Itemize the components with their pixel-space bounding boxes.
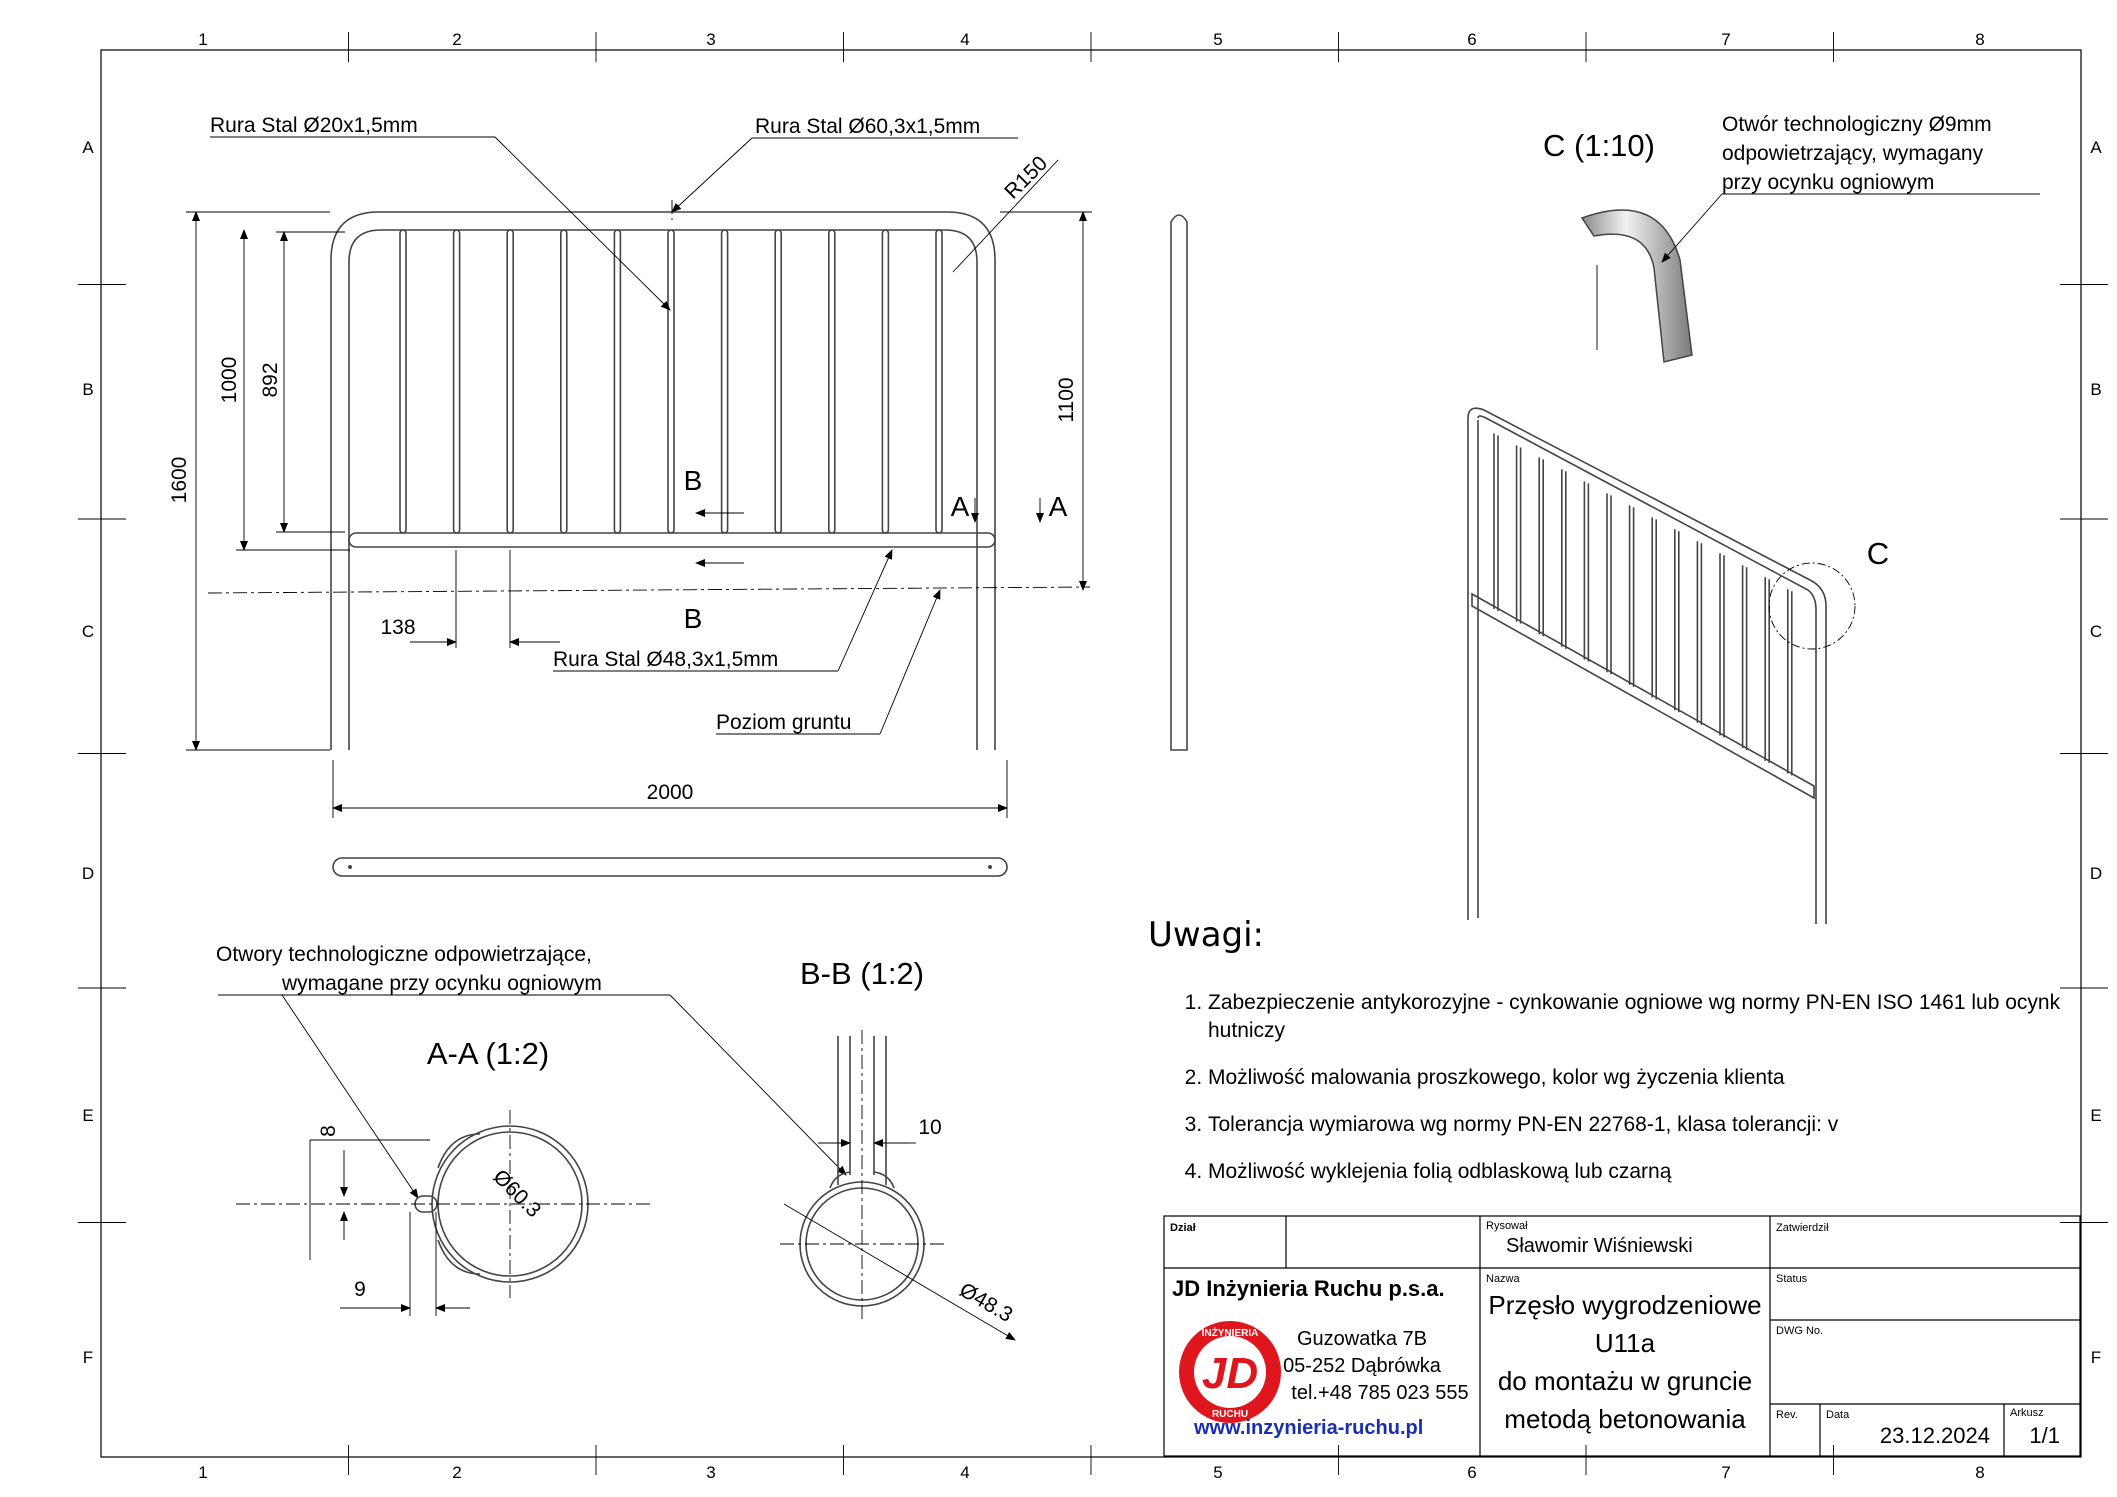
col-label: 2 (452, 30, 462, 49)
tb-sheet: 1/1 (2029, 1423, 2060, 1448)
dim-8: 8 (317, 1125, 340, 1137)
tb-label-dzial: Dział (1170, 1222, 1196, 1234)
drawing-frame (78, 32, 2108, 1475)
col-label: 4 (960, 1463, 970, 1482)
row-label: C (81, 622, 95, 641)
section-aa-note-2: wymagane przy ocynku ogniowym (282, 972, 602, 995)
tb-phone: tel.+48 785 023 555 (1291, 1382, 1469, 1404)
row-label: E (2090, 1106, 2102, 1125)
dim-1600: 1600 (168, 456, 191, 504)
logo-ring-top: INŻYNIERIA (1201, 1328, 1259, 1339)
note-item: 1. Zabezpieczenie antykorozyjne - cynkowanie ogniowe wg normy PN-EN ISO 1461 lub ocynk hutniczy (1208, 989, 2068, 1045)
dim-2000: 2000 (646, 781, 694, 804)
row-label: B (82, 380, 94, 399)
row-label: A (2090, 138, 2102, 157)
vertical-bar (882, 230, 888, 533)
detail-c-note-3: przy ocynku ogniowym (1722, 171, 1935, 194)
section-bb-title: B-B (1:2) (799, 956, 925, 991)
detail-c (1543, 113, 2040, 362)
vertical-bars (400, 230, 942, 533)
tb-label-rev: Rev. (1776, 1409, 1798, 1421)
vertical-bar (775, 230, 781, 533)
section-bb (780, 956, 1017, 1340)
row-label: F (2090, 1348, 2102, 1367)
row-label: B (2090, 380, 2102, 399)
vertical-bar (722, 230, 728, 533)
tb-drawn-by: Sławomir Wiśniewski (1506, 1235, 1693, 1257)
col-label: 2 (452, 1463, 462, 1482)
tb-name-3: do montażu w gruncie (1497, 1366, 1753, 1396)
dim-dia-60: Ø60.3 (488, 1165, 546, 1222)
section-aa (216, 943, 846, 1316)
company-logo (1179, 1321, 1281, 1423)
tb-name-2: U11a (1594, 1328, 1656, 1358)
row-label: F (82, 1348, 94, 1367)
notes-list (1148, 989, 2068, 1186)
detail-c-title: C (1:10) (1543, 128, 1655, 163)
tb-address-2: 05-252 Dąbrówka (1283, 1355, 1441, 1377)
col-label: 5 (1213, 30, 1223, 49)
section-mark-b-top: B (683, 465, 703, 496)
section-mark-a-left: A (950, 491, 970, 522)
label-pipe-20: Rura Stal Ø20x1,5mm (210, 114, 418, 137)
row-label: A (82, 138, 94, 157)
note-item: 3. Tolerancja wymiarowa wg normy PN-EN 22768-1, klasa tolerancji: v (1208, 1111, 2068, 1139)
tb-name-4: metodą betonowania (1504, 1404, 1746, 1434)
row-label: E (82, 1106, 94, 1125)
tb-label-rysowal: Rysował (1486, 1220, 1528, 1232)
dim-10: 10 (918, 1116, 942, 1139)
vertical-bar (668, 230, 674, 533)
isometric-view (1468, 408, 1889, 924)
detail-c-note-1: Otwór technologiczny Ø9mm (1722, 113, 1992, 136)
vertical-bar (614, 230, 620, 533)
col-label: 1 (198, 30, 208, 49)
vertical-bar (400, 230, 406, 533)
tb-address-1: Guzowatka 7B (1296, 1328, 1428, 1350)
row-label: D (2089, 864, 2103, 883)
tb-date: 23.12.2024 (1879, 1423, 1990, 1448)
dim-138: 138 (380, 616, 416, 639)
isometric-bars (1494, 433, 1792, 775)
col-label: 4 (960, 30, 970, 49)
tb-name-1: Przęsło wygrodzeniowe (1488, 1290, 1762, 1320)
vertical-bar (829, 230, 835, 533)
tb-label-arkusz: Arkusz (2010, 1407, 2044, 1419)
dim-1100: 1100 (1055, 377, 1078, 423)
logo-ring-bottom: RUCHU (1211, 1409, 1249, 1420)
section-mark-b-bottom: B (683, 603, 703, 634)
note-item: 2. Możliwość malowania proszkowego, kolor wg życzenia klienta (1208, 1064, 2068, 1092)
col-label: 5 (1213, 1463, 1223, 1482)
col-label: 7 (1721, 1463, 1731, 1482)
column-labels (198, 30, 1984, 1482)
col-label: 6 (1467, 30, 1477, 49)
callout-c: C (1866, 536, 1890, 571)
section-mark-a-right: A (1048, 491, 1068, 522)
tb-label-dwg: DWG No. (1776, 1325, 1824, 1337)
col-label: 6 (1467, 1463, 1477, 1482)
section-aa-note-1: Otwory technologiczne odpowietrzające, (216, 943, 592, 966)
tb-company: JD Inżynieria Ruchu p.s.a. (1172, 1276, 1445, 1301)
tb-label-status: Status (1776, 1273, 1808, 1285)
col-label: 3 (706, 30, 716, 49)
label-pipe-60: Rura Stal Ø60,3x1,5mm (755, 115, 981, 138)
vertical-bar (561, 230, 567, 533)
dim-dia-48: Ø48.3 (955, 1278, 1017, 1327)
tb-label-nazwa: Nazwa (1486, 1273, 1520, 1285)
section-aa-title: A-A (1:2) (426, 1036, 550, 1071)
vertical-bar (507, 230, 513, 533)
vertical-bar (454, 230, 460, 533)
company-website-link[interactable]: www.inzynieria-ruchu.pl (1194, 1417, 1424, 1439)
col-label: 7 (1721, 30, 1731, 49)
notes-title: Uwagi: (1148, 915, 1265, 955)
col-label: 8 (1975, 30, 1985, 49)
dim-1000: 1000 (218, 356, 241, 404)
label-r150: R150 (1000, 151, 1053, 204)
column-ticks (349, 32, 1834, 1475)
main-front-view (168, 114, 1187, 876)
tb-label-zatwierdzil: Zatwierdził (1776, 1222, 1829, 1234)
row-label: D (81, 864, 95, 883)
vertical-bar (936, 230, 942, 533)
row-label: C (2089, 622, 2103, 641)
col-label: 1 (198, 1463, 208, 1482)
col-label: 8 (1975, 1463, 1985, 1482)
notes-section (1148, 915, 2068, 1205)
detail-c-note-2: odpowietrzający, wymagany (1722, 142, 1984, 165)
label-pipe-48: Rura Stal Ø48,3x1,5mm (553, 648, 779, 671)
col-label: 3 (706, 1463, 716, 1482)
label-ground: Poziom gruntu (716, 711, 852, 734)
dim-9: 9 (354, 1278, 366, 1301)
dim-892: 892 (259, 362, 282, 398)
logo-text: JD (1201, 1349, 1259, 1398)
tb-label-data: Data (1826, 1409, 1850, 1421)
note-item: 4. Możliwość wyklejenia folią odblaskową lub czarną (1208, 1158, 2068, 1186)
